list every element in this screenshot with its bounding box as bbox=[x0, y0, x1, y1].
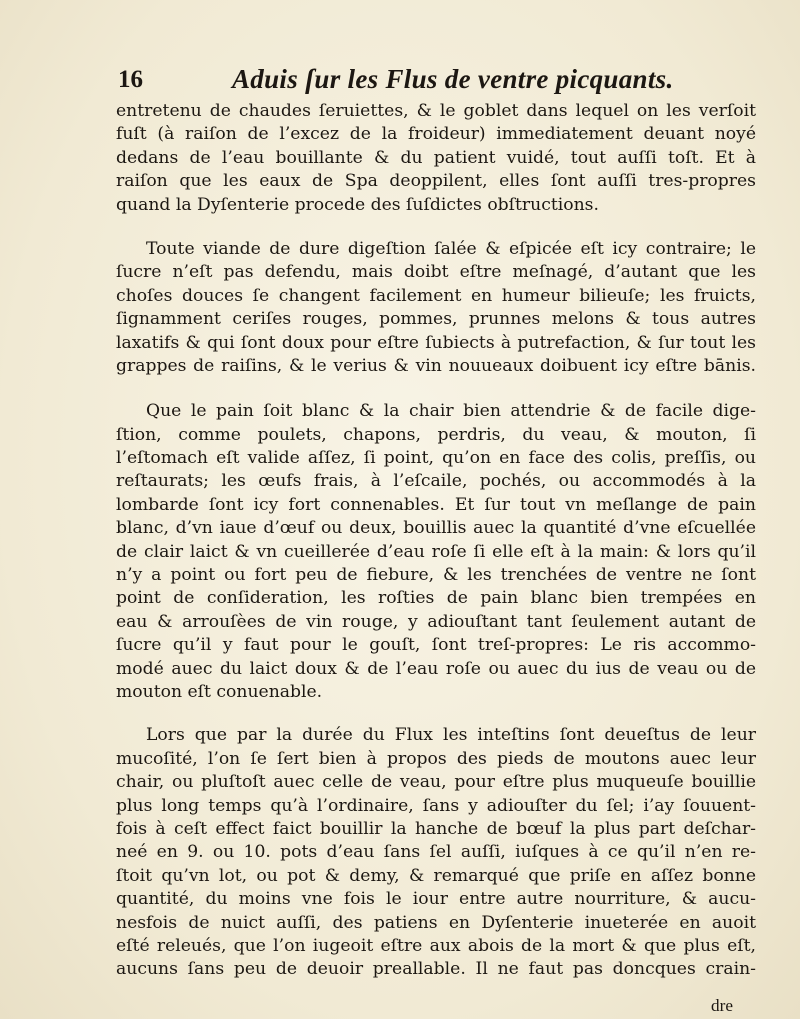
text-line: dedans de l’eau bouillante & du patient vuidé, tout auſſi toſt. Et à bbox=[116, 147, 756, 168]
text-line: Lors que par la durée du Flux les inteſtins ſont deueſtus de leur bbox=[146, 725, 756, 746]
page-header bbox=[116, 62, 756, 102]
text-line: quand la Dyſenterie procede des ſuſdictes obſtructions. bbox=[116, 194, 599, 215]
text-line: aucuns ſans peu de deuoir preallable. Il ne faut pas doncques crain- bbox=[116, 959, 756, 980]
text-line: eſté releués, que l’on iugeoit eſtre aux abois de la mort & que plus eſt, bbox=[116, 935, 756, 956]
text-line: quantité, du moins vne fois le iour entre autre nourriture, & aucu- bbox=[116, 889, 756, 910]
paragraph-4 bbox=[116, 724, 756, 981]
running-head: Aduis ſur les Flus de ventre picquants. bbox=[232, 64, 674, 94]
text-line: ſignamment ceriſes rouges, pommes, prunnes melons & tous autres bbox=[116, 309, 756, 330]
paragraph-2 bbox=[116, 238, 756, 378]
text-line: nesfois de nuict auſſi, des patiens en Dyſenterie inueterée en auoit bbox=[116, 912, 756, 933]
text-line: fois à ceſt effect faict bouillir la hanche de bœuf la plus part deſchar- bbox=[116, 818, 756, 839]
text-line: entretenu de chaudes ſeruiettes, & le goblet dans lequel on les verſoit bbox=[116, 101, 756, 121]
text-line: reſtaurats; les œufs frais, à l’eſcaile, pochés, ou accommodés à la bbox=[116, 471, 756, 492]
text-line: fuſt (à raiſon de l’excez de la froideur) immediatement deuant noyé bbox=[116, 124, 756, 145]
text-line: mucoſité, l’on ſe ſert bien à propos des pieds de moutons auec leur bbox=[116, 748, 756, 769]
text-line: lombarde ſont icy fort connenables. Et ſur tout vn meſlange de pain bbox=[116, 494, 756, 515]
text-line: raiſon que les eaux de Spa deoppilent, elles ſont auſſi tres-propres bbox=[116, 171, 756, 192]
text-block bbox=[116, 100, 756, 982]
text-line: l’eſtomach eſt valide aſſez, ſi point, qu’on en face des colis, preſſis, ou bbox=[116, 448, 756, 469]
text-line: point de conſideration, les roſties de pain blanc bien trempées en bbox=[116, 588, 756, 609]
text-line: Toute viande de dure digeſtion ſalée & eſpicée eſt icy contraire; le bbox=[146, 238, 756, 259]
paragraph-1 bbox=[116, 100, 756, 217]
text-line: modé auec du laict doux & de l’eau roſe ou auec du ius de veau ou de bbox=[116, 658, 756, 679]
paragraph-3 bbox=[116, 400, 756, 704]
text-line: de clair laict & vn cueillerée d’eau roſe ſi elle eſt à la main: & lors qu’il bbox=[116, 541, 756, 562]
text-line: grappes de raiſins, & le verius & vin nouueaux doibuent icy eſtre bānis. bbox=[116, 355, 756, 376]
text-line: n’y a point ou fort peu de fiebure, & les trenchées de ventre ne ſont bbox=[116, 565, 756, 586]
text-line: ſtoit qu’vn lot, ou pot & demy, & remarqué que priſe en aſſez bonne bbox=[116, 865, 756, 886]
text-line: neé en 9. ou 10. pots d’eau ſans ſel auſſi, iuſques à ce qu’il n’en re- bbox=[116, 842, 756, 863]
text-line: mouton eſt conuenable. bbox=[116, 681, 323, 702]
text-line: ſucre qu’il y faut pour le gouſt, ſont treſ-propres: Le ris accommo- bbox=[116, 635, 756, 656]
page-number: 16 bbox=[118, 66, 143, 93]
text-line: blanc, d’vn iaue d’œuf ou deux, bouillis auec la quantité d’vne eſcuellée bbox=[116, 518, 756, 539]
text-line: eau & arrouſèes de vin rouge, y adiouſtant tant ſeulement autant de bbox=[116, 611, 756, 632]
text-line: laxatifs & qui ſont doux pour eſtre ſubiects à putrefaction, & ſur tout les bbox=[116, 332, 756, 353]
catchword: dre bbox=[711, 996, 733, 1015]
text-line: ſucre n’eſt pas defendu, mais doibt eſtre meſnagé, d’autant que les bbox=[116, 262, 756, 283]
text-line: ſtion, comme poulets, chapons, perdris, du veau, & mouton, ſi bbox=[116, 424, 756, 445]
text-line: Que le pain ſoit blanc & la chair bien attendrie & de facile dige- bbox=[146, 401, 756, 422]
text-line: plus long temps qu’à l’ordinaire, ſans y adiouſter du ſel; i’ay ſouuent- bbox=[116, 795, 756, 816]
text-line: choſes douces ſe changent facilement en humeur bilieuſe; les fruicts, bbox=[116, 285, 756, 306]
text-line: chair, ou pluſtoſt auec celle de veau, pour eſtre plus muqueuſe bouillie bbox=[116, 772, 756, 793]
